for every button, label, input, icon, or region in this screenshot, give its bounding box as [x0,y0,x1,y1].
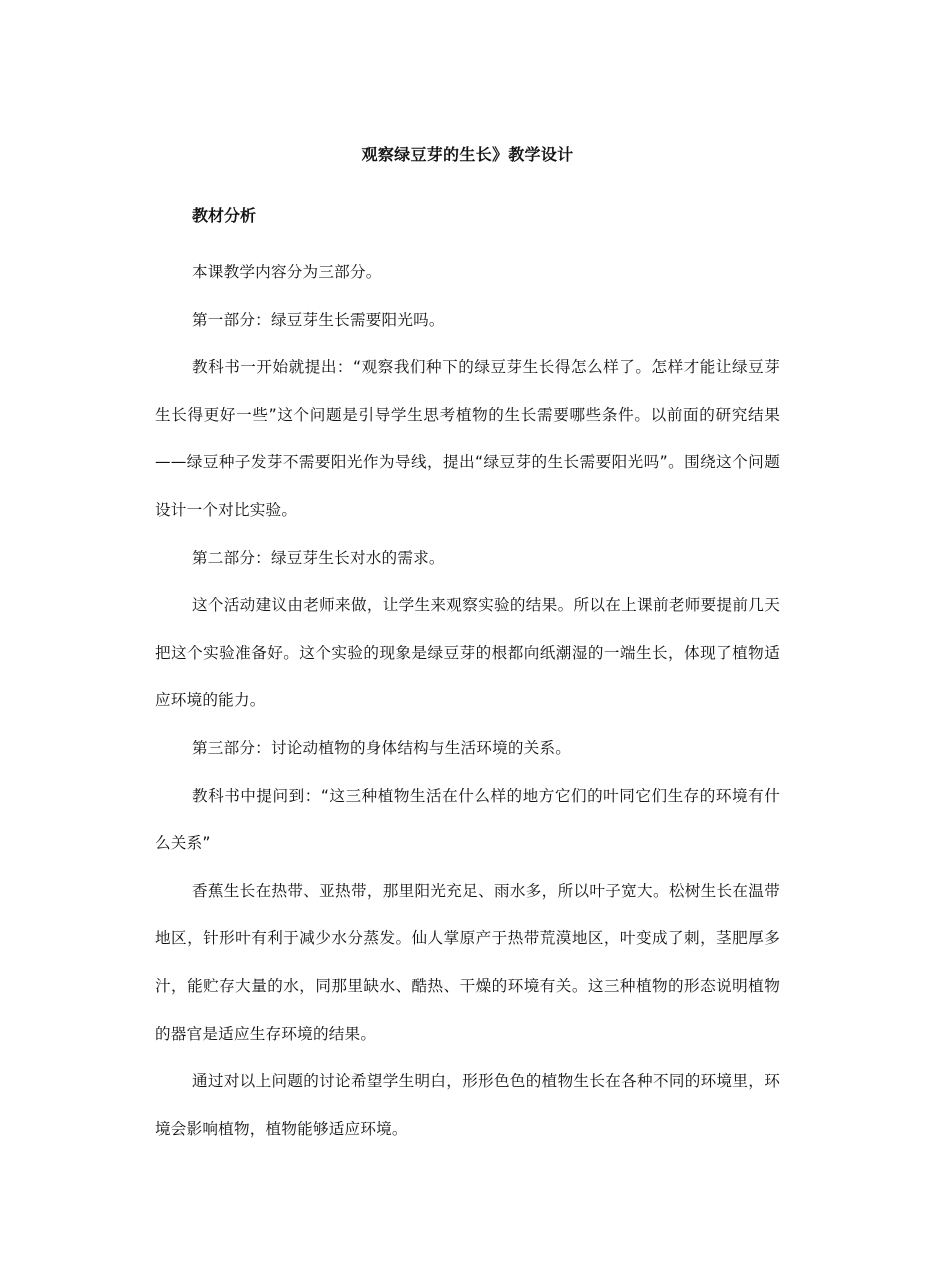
section-heading: 教材分析 [192,206,257,225]
paragraph-intro: 本课教学内容分为三部分。 [192,263,382,281]
paragraph-conclusion: 通过对以上问题的讨论希望学生明白，形形色色的植物生长在各种不同的环境里，环境会影响植物，植物能够适应环境。 [155,1072,780,1138]
document-title: 观察绿豆芽的生长》教学设计 [361,145,574,164]
paragraph-part-one-heading: 第一部分：绿豆芽生长需要阳光吗。 [192,310,445,329]
paragraph-part-three-question: 教科书中提问到：“这三种植物生活在什么样的地方它们的叶同它们生存的环境有什么关系” [155,786,780,853]
paragraph-part-three-heading: 第三部分：讨论动植物的身体结构与生活环境的关系。 [192,738,572,757]
paragraph-part-one-body: 教科书一开始就提出：“观察我们种下的绿豆芽生长得怎么样了。怎样才能让绿豆芽生长得更好一些”这个问题是引导学生思考植物的生长需要哪些条件。以前面的研究结果——绿豆种子发芽不需要阳光作为导线，提出“绿豆芽的生长需要阳光吗”。围绕这个问题设计一个对比实验。 [155,358,780,519]
paragraph-part-two-heading: 第二部分：绿豆芽生长对水的需求。 [192,548,445,567]
document-body [155,140,780,1153]
paragraph-part-three-body: 香蕉生长在热带、亚热带，那里阳光充足、雨水多，所以叶子宽大。松树生长在温带地区，针形叶有利于减少水分蒸发。仙人掌原产于热带荒漠地区，叶变成了刺，茎肥厚多汁，能贮存大量的水，同那里缺水、酷热、干燥的环境有关。这三种植物的形态说明植物的器官是适应生存环境的结果。 [155,881,780,1043]
paragraph-part-two-body: 这个活动建议由老师来做，让学生来观察实验的结果。所以在上课前老师要提前几天把这个实验准备好。这个实验的现象是绿豆芽的根都向纸潮湿的一端生长，体现了植物适应环境的能力。 [155,596,780,710]
